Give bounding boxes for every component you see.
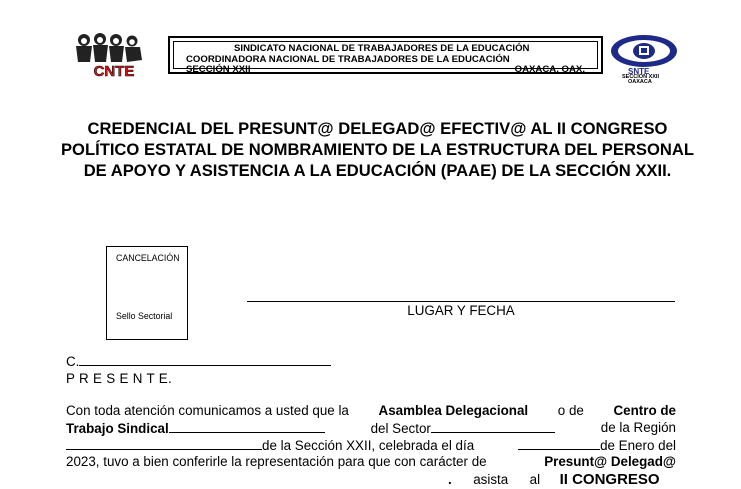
body-line-1 (66, 403, 676, 418)
blank-centro-trabajo (169, 420, 325, 433)
body-l3-b: de Enero del (600, 438, 676, 453)
snte-section-text: SECCION XXII (622, 74, 659, 80)
addressee-line (66, 353, 331, 371)
cnte-logo-text: CNTE (93, 63, 135, 80)
body-l1-b: Asamblea Delegacional (378, 403, 529, 418)
snte-logo-text: SNTE (628, 67, 650, 76)
body-l1-a: Con toda atención comunicamos a usted que la (66, 403, 349, 418)
body-line-2 (66, 420, 676, 436)
body-l5-c: al (529, 472, 541, 487)
body-l4-b: Presunt@ Delegad@ (544, 454, 676, 469)
org-line-1: SINDICATO NACIONAL DE TRABAJADORES DE LA EDUCACIÓN (234, 43, 530, 54)
body-l5-b: asista (473, 472, 509, 487)
body-line-4 (66, 454, 676, 469)
stamp-box (106, 246, 188, 340)
body-l5-a: . (448, 472, 452, 487)
blank-sector (431, 420, 555, 433)
addressee-blank (79, 353, 331, 366)
body-l1-c: o de (557, 403, 584, 418)
section-label: SECCIÓN XXII (186, 64, 251, 75)
body-l2-c: de la Región (600, 420, 676, 435)
blank-dia (518, 437, 600, 450)
stamp-seal-label: Sello Sectorial (116, 311, 173, 321)
body-l5-d: II CONGRESO (559, 471, 660, 488)
body-l2-b: del Sector (370, 421, 431, 436)
body-line-3 (66, 437, 676, 453)
body-l3-a: de la Sección XXII, celebrada el día (262, 438, 475, 453)
city-label: OAXACA, OAX. (514, 64, 585, 75)
stamp-cancel-label: CANCELACIÓN (116, 253, 180, 263)
cnte-logo (70, 30, 158, 80)
body-l2-a: Trabajo Sindical (66, 421, 169, 436)
header-box (168, 36, 603, 74)
place-date-label: LUGAR Y FECHA (407, 303, 515, 318)
blank-region (66, 437, 262, 450)
document-title: CREDENCIAL DEL PRESUNT@ DELEGAD@ EFECTIV@ AL II CONGRESO POLÍTICO ESTATAL DE NOMBRAMIENTO DE LA ESTRUCTURA DEL PERSONAL DE APOYO Y ASISTENCIA A LA EDUCACIÓN (PAAE) DE LA SECCIÓN XXII. (60, 119, 695, 180)
body-l1-d: Centro de (613, 403, 676, 418)
addressee-prefix: C. (66, 354, 80, 369)
snte-city-text: OAXACA (628, 79, 652, 85)
presente-label: P R E S E N T E. (66, 371, 173, 386)
place-date-line (247, 301, 675, 302)
body-l4-a: 2023, tuvo a bien conferirle la representación para que con carácter de (66, 454, 487, 469)
org-line-2: COORDINADORA NACIONAL DE TRABAJADORES DE LA EDUCACIÓN (186, 54, 510, 65)
snte-logo (606, 34, 682, 84)
